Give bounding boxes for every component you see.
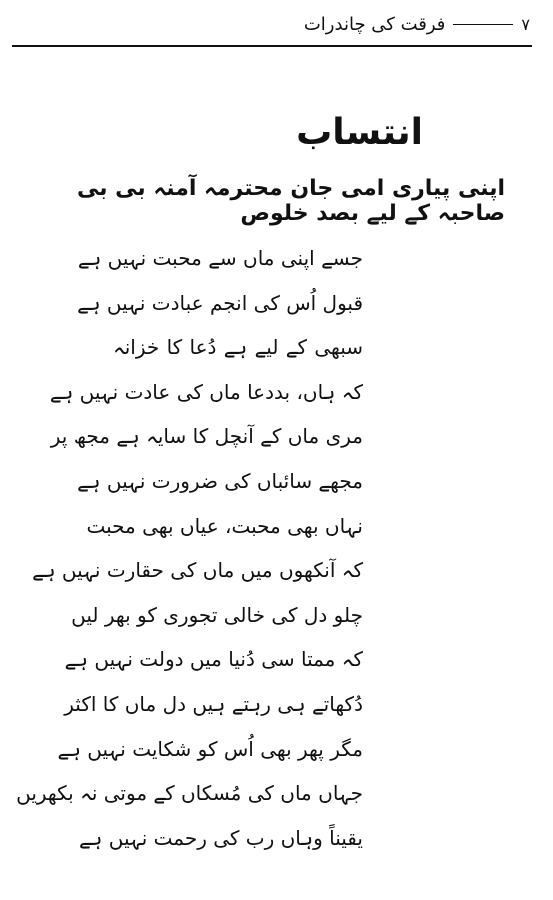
poem-line: جہاں ماں کی مُسکاں کے موتی نہ بکھریں bbox=[16, 781, 363, 806]
page-header bbox=[40, 8, 530, 40]
poem-line: مجھے سائباں کی ضرورت نہیں ہے bbox=[77, 468, 363, 493]
poem-line: مری ماں کے آنچل کا سایہ ہے مجھ پر bbox=[50, 424, 363, 449]
book-title: فرقت کی چاندرات bbox=[303, 13, 446, 35]
header-dash bbox=[453, 24, 513, 25]
page-number: ۷ bbox=[521, 14, 530, 34]
dedication-heading: انتساب bbox=[296, 112, 423, 153]
poem-line: چلو دل کی خالی تجوری کو بھر لیں bbox=[71, 602, 363, 627]
poem-line: مگر پھر بھی اُس کو شکایت نہیں ہے bbox=[57, 736, 363, 761]
poem-line: نہاں بھی محبت، عیاں بھی محبت bbox=[86, 513, 363, 538]
poem-line: کہ ممتا سی دُنیا میں دولت نہیں ہے bbox=[64, 647, 363, 672]
poem bbox=[16, 236, 363, 860]
poem-line: جسے اپنی ماں سے محبت نہیں ہے bbox=[77, 246, 363, 270]
poem-line: کہ آنکھوں میں ماں کی حقارت نہیں ہے bbox=[32, 558, 363, 583]
dedication-subheading: اپنی پیاری امی جان محترمہ آمنہ بی بی صاحبہ کے لیے بصد خلوص bbox=[76, 176, 505, 226]
header-rule bbox=[12, 45, 532, 47]
poem-line: دُکھاتے ہی رہتے ہیں دل ماں کا اکثر bbox=[64, 691, 363, 716]
poem-line: کہ ہاں، بددعا ماں کی عادت نہیں ہے bbox=[49, 379, 363, 404]
poem-line: قبول اُس کی انجم عبادت نہیں ہے bbox=[77, 290, 363, 315]
poem-line: سبھی کے لیے ہے دُعا کا خزانہ bbox=[113, 335, 363, 360]
poem-line: یقیناً وہاں رب کی رحمت نہیں ہے bbox=[78, 825, 363, 850]
